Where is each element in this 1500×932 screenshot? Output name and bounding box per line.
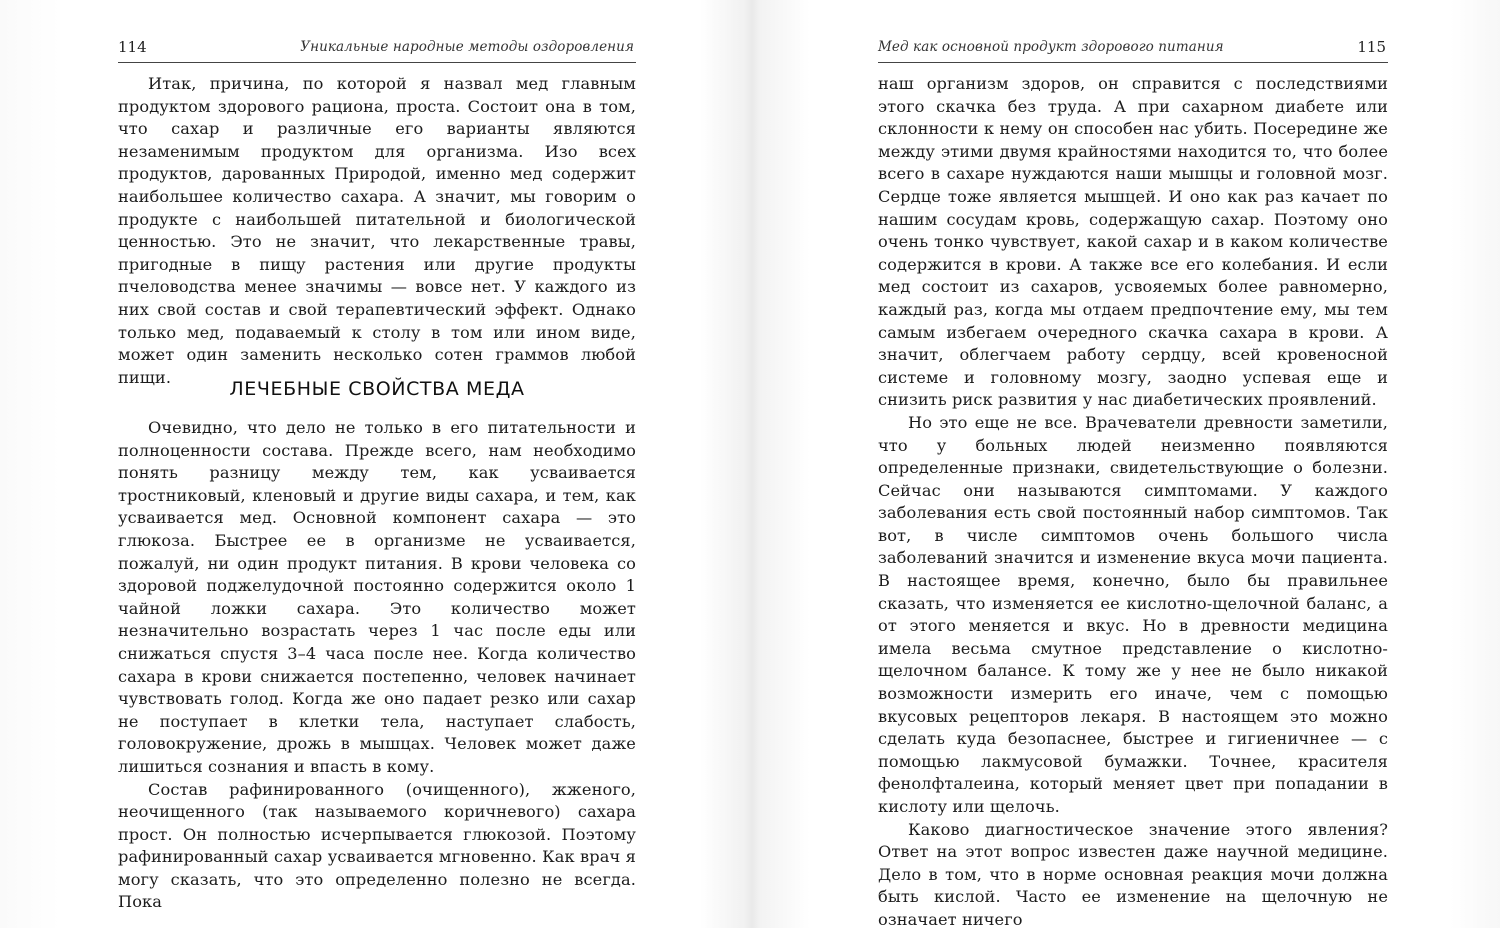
left-page [118,0,636,928]
left-body-top [118,73,636,389]
left-running-title: Уникальные народные методы оздоровления [300,39,634,55]
paragraph: Каково диагностическое значение этого явления? Ответ на этот вопрос известен даже научной медицине. Дело в том, что в норме основная реакция мочи должна быть кислой. Часто ее изменение на щелочную не означает ничего [878,819,1388,929]
right-page [878,0,1388,928]
section-heading: ЛЕЧЕБНЫЕ СВОЙСТВА МЕДА [229,378,525,400]
left-body-bottom [118,417,636,914]
paragraph: Но это еще не все. Врачеватели древности заметили, что у больных людей неизменно появляются определенные признаки, свидетельствующие о болезни. Сейчас они называются симптомами. У каждого заболевания есть свой постоянный набор симптомов. Так вот, в числе симптомов очень большого числа заболеваний значится и изменение вкуса мочи пациента. В настоящее время, конечно, было бы правильнее сказать, что изменяется ее кислотно-щелочной баланс, а от этого меняется и вкус. Но в древности медицина имела весьма смутное представление о кислотно-щелочном балансе. К тому же у нее не было никакой возможности измерить его иначе, чем с помощью вкусовых рецепторов лекаря. В настоящем это можно сделать куда безопаснее, быстрее и гигиеничнее — с помощью лакмусовой бумажки. Точнее, красителя фенолфталеина, который меняет цвет при попадании в кислоту или щелочь. [878,412,1388,816]
right-running-head [878,38,1388,63]
right-page-number: 115 [1357,38,1386,56]
paragraph: наш организм здоров, он справится с последствиями этого скачка без труда. А при сахарном диабете или склонности к нему он способен нас убить. Посередине же между этими двумя крайностями находится то, что более всего в сахаре нуждаются наши мышцы и головной мозг. Сердце тоже является мышцей. И оно как раз качает по нашим сосудам кровь, содержащую сахар. Поэтому оно очень тонко чувствует, какой сахар и в каком количестве содержится в крови. А также все его колебания. И если мед состоит из сахаров, усвояемых более равномерно, каждый раз, когда мы отдаем предпочтение ему, мы тем самым избегаем очередного скачка сахара в крови. А значит, облегчаем работу сердцу, всей кровеносной системе и головному мозгу, заодно успевая еще и снизить риск развития у нас диабетических проявлений. [878,74,1388,410]
paragraph: Состав рафинированного (очищенного), жженого, неочищенного (так называемого коричневого) сахара прост. Он полностью исчерпывается глюкозой. Поэтому рафинированный сахар усваивается мгновенно. Как врач я могу сказать, что это определенно полезно не всегда. Пока [118,779,636,912]
right-running-title: Мед как основной продукт здорового питания [878,39,1224,55]
paragraph: Итак, причина, по которой я назвал мед главным продуктом здорового рациона, проста. Состоит она в том, что сахар и различные его варианты являются незаменимым продуктом для организма. Изо всех продуктов, дарованных Природой, именно мед содержит наибольшее количество сахара. А значит, мы говорим о продукте с наибольшей питательной и биологической ценностью. Это не значит, что лекарственные травы, пригодные в пищу растения или другие продукты пчеловодства менее значимы — вовсе нет. У каждого из них свой состав и свой терапевтический эффект. Однако только мед, подаваемый к столу в том или ином виде, может один заменить несколько сотен граммов любой пищи. [118,74,636,387]
right-body [878,73,1388,932]
left-page-number: 114 [118,38,147,56]
paragraph: Очевидно, что дело не только в его питательности и полноценности состава. Прежде всего, нам необходимо понять разницу между тем, как усваивается тростниковый, кленовый и другие виды сахара, и тем, как усваивается мед. Основной компонент сахара — это глюкоза. Быстрее ее в организме не усваивается, пожалуй, ни один продукт питания. В крови человека со здоровой поджелудочной постоянно содержится около 1 чайной ложки сахара. Это количество может незначительно возрастать через 1 час после еды или снижаться спустя 3–4 часа после нее. Когда количество сахара в крови снижается постепенно, человек начинает чувствовать голод. Когда же оно падает резко или сахар не поступает в клетки тела, наступает слабость, головокружение, дрожь в мышцах. Человек может даже лишиться сознания и впасть в кому. [118,418,636,776]
left-running-head [118,38,636,63]
